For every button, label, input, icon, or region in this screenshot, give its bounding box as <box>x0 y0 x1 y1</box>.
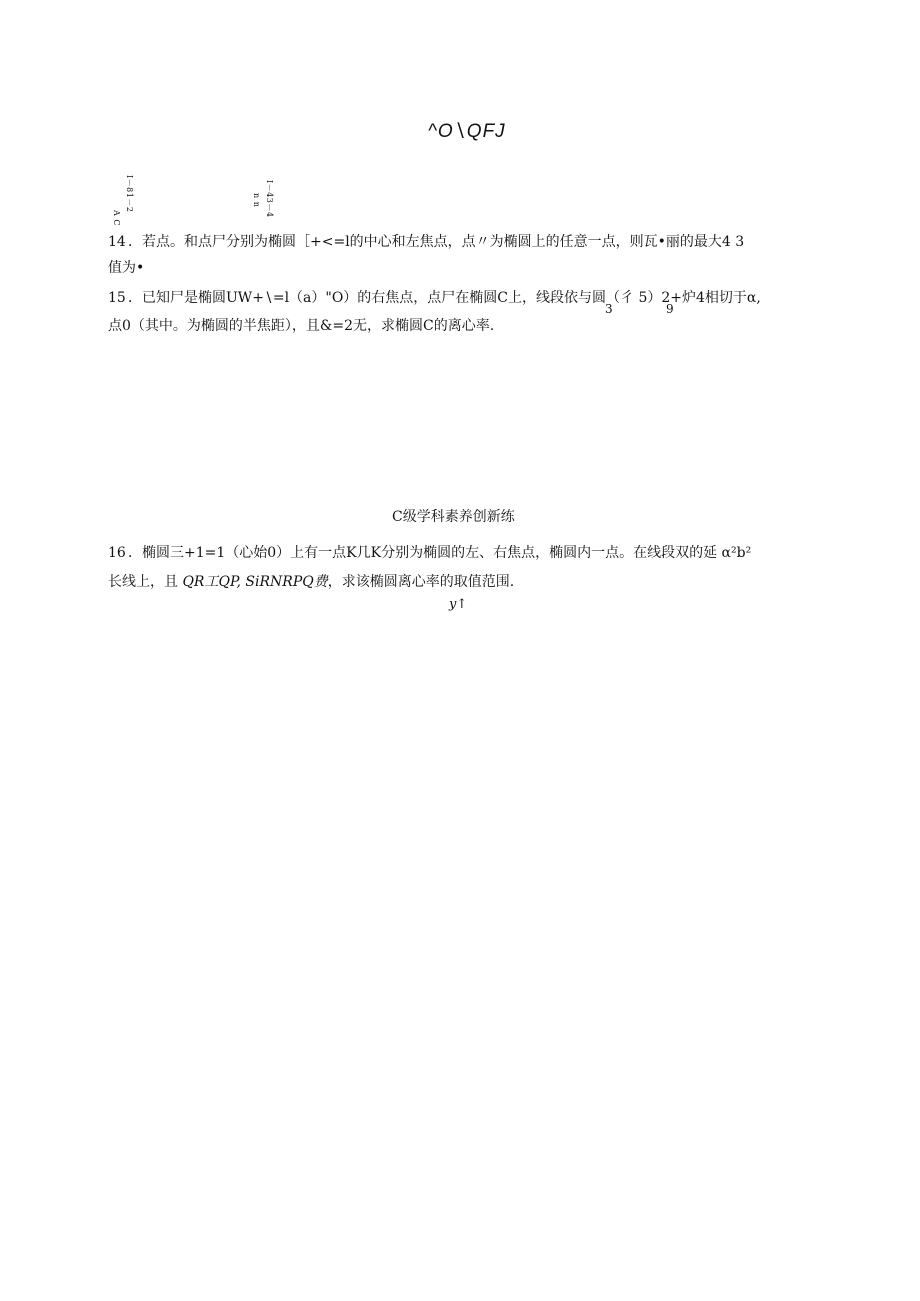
question-15-subscripts: 3 9 <box>605 302 674 316</box>
question-14-line-2: 值为• <box>108 260 145 276</box>
section-heading: C级学科素养创新练 <box>392 509 515 525</box>
question-text: 长线上，且 <box>108 574 183 590</box>
question-text: ．若点。和点尸分别为椭圆［+<=l的中心和左焦点，点〃为椭圆上的任意一点，则瓦•丽的最大4 3 <box>128 234 745 250</box>
question-16-line-1 <box>108 543 751 563</box>
page-title: ^O∖QFJ <box>428 121 506 142</box>
question-number: 16 <box>108 545 126 561</box>
question-text: ．已知尸是椭圆UW+∖=l（a）"O）的右焦点，点尸在椭圆C上，线段依与圆（彳 5）2+炉4相切于α, <box>128 290 761 306</box>
question-text: ，求该椭圆离心率的取值范围. <box>327 574 515 590</box>
question-14-line-1 <box>108 232 744 252</box>
margin-note: I－43－4 <box>265 180 274 218</box>
question-number: 15 <box>108 290 126 306</box>
question-15-line-2: 点0（其中。为椭圆的半焦距），且&=2无，求椭圆C的离心率. <box>108 318 495 334</box>
question-text: ．椭圆三+1=1（心始0）上有一点K几K分别为椭圆的左、右焦点，椭圆内一点。在线段双的延 α²b² <box>128 545 752 561</box>
margin-note: I－81－2 <box>125 175 134 213</box>
margin-note: A C <box>112 210 121 226</box>
question-16-line-2 <box>108 572 514 592</box>
question-text-italic: QR工QP, SiRNRPQ费 <box>182 574 328 590</box>
margin-note: n n <box>252 193 261 208</box>
figure-axis-label: y↑ <box>449 597 468 612</box>
question-number: 14 <box>108 234 126 250</box>
